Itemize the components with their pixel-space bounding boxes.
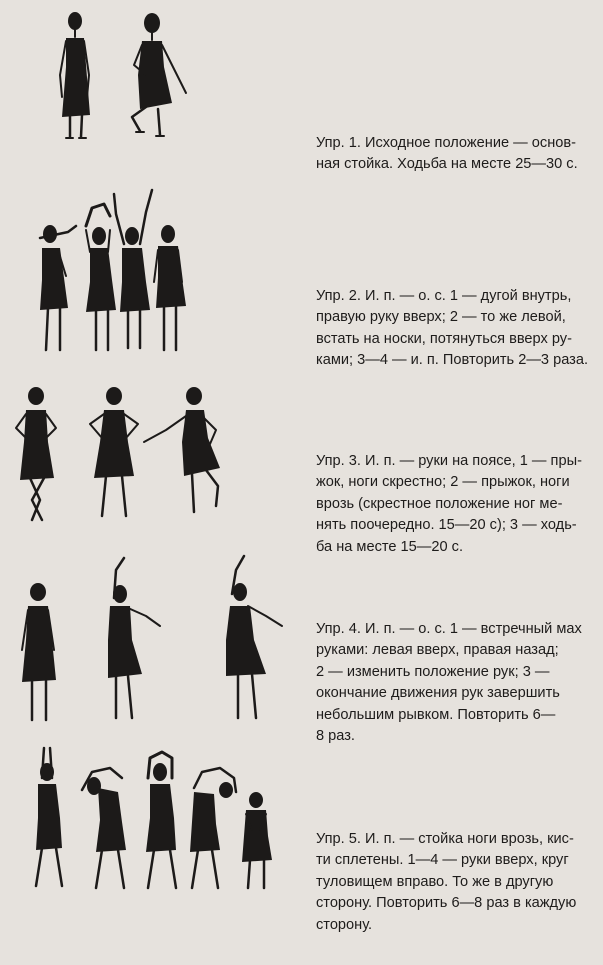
exercise-4-line: Упр. 4. И. п. — о. с. 1 — встречный мах bbox=[316, 621, 582, 637]
exercise-5-line: сторону. bbox=[316, 916, 373, 933]
arms-arc-upward-figures-illustration bbox=[28, 186, 203, 358]
exercise-4-line: руками: левая вверх, правая назад; bbox=[316, 642, 559, 659]
exercise-1-line: Упр. 1. Исходное положение — основ- bbox=[316, 135, 576, 151]
exercise-3-line: врозь (скрестное положение ног ме- bbox=[316, 495, 563, 512]
exercise-3-text bbox=[316, 451, 598, 558]
exercise-5-line: туловищем вправо. То же в другую bbox=[316, 873, 554, 890]
exercise-1-text bbox=[316, 133, 598, 176]
exercise-2-line: встать на носки, потянуться вверх ру- bbox=[316, 330, 572, 347]
exercise-1-line: ная стойка. Ходьба на месте 25—30 с. bbox=[316, 156, 578, 173]
exercise-3-line: нять поочередно. 15—20 с); 3 — ходь- bbox=[316, 517, 577, 534]
exercise-5-text bbox=[316, 829, 598, 936]
exercise-2-text bbox=[316, 286, 598, 372]
jumping-figures-illustration bbox=[6, 382, 236, 527]
exercise-5-line: сторону. Повторить 6—8 раз в каждую bbox=[316, 895, 577, 912]
exercise-3-line: Упр. 3. И. п. — руки на поясе, 1 — пры- bbox=[316, 453, 582, 469]
exercise-2-line: Упр. 2. И. п. — о. с. 1 — дугой внутрь, bbox=[316, 288, 572, 304]
exercise-2-line: правую руку вверх; 2 — то же левой, bbox=[316, 309, 566, 326]
torso-circle-figures-illustration bbox=[30, 738, 280, 898]
exercise-3-line: ба на месте 15—20 с. bbox=[316, 538, 464, 555]
standing-and-marching-figures-illustration bbox=[40, 5, 200, 145]
exercise-2-line: ками; 3—4 — и. п. Повторить 2—3 раза. bbox=[316, 352, 589, 369]
exercise-4-line: 2 — изменить положение рук; 3 — bbox=[316, 663, 550, 680]
arm-swing-figures-illustration bbox=[10, 550, 295, 730]
exercise-4-line: небольшим рывком. Повторить 6— bbox=[316, 706, 556, 723]
exercise-5-line: Упр. 5. И. п. — стойка ноги врозь, кис- bbox=[316, 831, 574, 847]
exercise-3-line: жок, ноги скрестно; 2 — прыжок, ноги bbox=[316, 474, 570, 491]
exercise-4-text bbox=[316, 619, 598, 747]
exercise-4-line: окончание движения рук завершить bbox=[316, 685, 560, 702]
exercise-5-line: ти сплетены. 1—4 — руки вверх, круг bbox=[316, 852, 569, 869]
exercise-4-line: 8 раз. bbox=[316, 728, 355, 745]
